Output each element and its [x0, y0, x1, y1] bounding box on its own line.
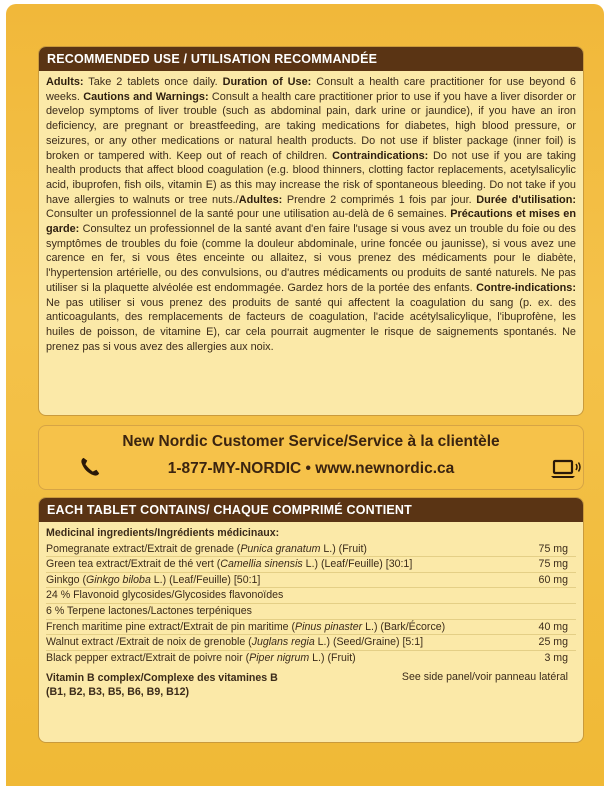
ingredient-amount: 60 mg [538, 573, 568, 586]
ingredient-amount [528, 588, 576, 603]
ingredient-amount: 3 mg [544, 651, 568, 664]
ingredient-amount [528, 604, 576, 619]
adults-label: Adults: [46, 76, 84, 88]
laptop-icon [551, 459, 581, 479]
ingredient-latin-name: Pinus pinaster [295, 620, 363, 633]
vitamin-b-row [46, 671, 576, 699]
ingredient-name [46, 620, 445, 635]
ingredient-latin-name: Camellia sinensis [220, 558, 303, 571]
contact-line [39, 460, 583, 478]
ingredient-name-text: Black pepper extract/Extrait de poivre noir ( [46, 651, 250, 664]
medicinal-ingredients-label: Medicinal ingredients/Ingrédients médicinaux: [46, 527, 280, 539]
contraindications-label: Contraindications: [332, 149, 429, 162]
ingredient-part-text: L.) (Seed/Graine) [5:1] [314, 636, 424, 649]
ingredient-latin-name: Juglans regia [251, 636, 315, 649]
ingredient-part-text: L.) (Fruit) [320, 542, 367, 555]
ingredient-row [46, 573, 576, 589]
tablet-contents-panel [38, 497, 584, 743]
ingredient-name-text: Green tea extract/Extrait de thé vert ( [46, 558, 221, 571]
ingredient-name-text: 24 % Flavonoid glycosides/Glycosides flavonoïdes [46, 589, 284, 602]
ingredient-row [46, 588, 576, 604]
vitamin-b-line1: Vitamin B complex/Complexe des vitamines B [46, 672, 278, 685]
recommended-use-header: RECOMMENDED USE / UTILISATION RECOMMANDÉE [39, 47, 583, 71]
ingredients-table [39, 522, 583, 699]
cautions-text: Consult a health care practitioner prior to use if you have a liver disorder or develop symptoms of liver trouble (such as abdominal pain, dark urine or jaundice), if you have an iron deficiency, are pregnant or breastfeeding, are taking medications for diabetes, high blood pressure, or seizures, or any other medications or natural health products. Do not use if blister package (inner foil) is broken or tampered with. Keep out of reach of children. [46, 90, 576, 162]
ingredient-name [46, 651, 356, 667]
ingredient-name-text: Pomegranate extract/Extrait de grenade ( [46, 542, 241, 555]
ingredient-row [46, 635, 576, 651]
ingredient-amount: 75 mg [538, 558, 568, 571]
ingredient-latin-name: Ginkgo biloba [86, 573, 151, 586]
precautions-label: Précautions et mises en garde: [46, 208, 576, 236]
duration-text: Consult a health care practitioner for use beyond 6 weeks. [46, 76, 576, 103]
ingredient-name [46, 604, 252, 619]
ingredient-name [46, 573, 260, 588]
contraindications-text: Do not use if you are taking health products that affect blood coagulation (e.g. blood thinners, clotting factor replacements, acetylsalicylic acid, ibuprofen, fish oils, vitamin E) as this may increase the risk of spontaneous bleeding. Do not take if you have allergies to walnuts or tree nuts./ [46, 149, 576, 206]
contre-indications-text: Ne pas utiliser si vous prenez des produits de santé qui affectent la coagulation du sang (p. ex. des anticoagulants, des remplacements de facteurs de coagulation, l'acide acétylsalicylique, l'ibuprofène, les huiles de poisson, de vitamine E), car cela pourrait augmenter le risque de saignements spontanés. Ne prenez pas si vous avez des allergies aux noix. [46, 296, 576, 353]
ingredient-name [46, 542, 367, 557]
adultes-text: Prendre 2 comprimés 1 fois par jour. [282, 193, 477, 206]
precautions-text: Consultez un professionnel de la santé avant d'en faire l'usage si vous avez un trouble du foie ou des symptômes de troubles du foie (comme la douleur abdominale, urine foncée ou jaunisse), si vous avez une carence en fer, si vous êtes enceinte ou allaitez, si vous prenez des médicaments pour le diabète, l'hypertension artérielle, ou des convulsions, ou d'autres médicaments ou produits de santé naturels. Ne pas utiliser si la plaquette alvéolée est endommagée. Gardez hors de la portée des enfants. [46, 223, 576, 294]
ingredient-latin-name: Punica granatum [240, 542, 321, 555]
website-url: www.newnordic.ca [315, 460, 455, 477]
ingredient-row [46, 620, 576, 636]
ingredient-latin-name: Piper nigrum [249, 651, 310, 664]
ingredient-name-text: Walnut extract /Extrait de noix de grenoble ( [46, 636, 252, 649]
ingredient-amount: 40 mg [538, 620, 568, 633]
ingredient-amount: 25 mg [538, 636, 568, 649]
ingredient-part-text: L.) (Fruit) [309, 651, 356, 664]
ingredient-name-text: French maritime pine extract/Extrait de pin maritime ( [46, 620, 296, 633]
ingredient-name-text: 6 % Terpene lactones/Lactones terpéniques [46, 604, 252, 617]
ingredient-rows [46, 542, 576, 667]
duree-label: Durée d'utilisation: [476, 193, 576, 206]
phone-icon [79, 456, 101, 478]
duree-text: Consulter un professionnel de la santé pour une utilisation au-delà de 6 semaines. [46, 208, 451, 221]
vitamin-b-line2: (B1, B2, B3, B5, B6, B9, B12) [46, 686, 190, 699]
cautions-label: Cautions and Warnings: [83, 90, 209, 103]
ingredient-row [46, 651, 576, 667]
vitamin-b-name [46, 671, 278, 699]
ingredient-name [46, 635, 423, 650]
medicinal-ingredients-heading [46, 526, 576, 542]
ingredient-name [46, 557, 412, 572]
ingredient-row [46, 542, 576, 558]
contact-separator: • [301, 460, 316, 477]
ingredient-row [46, 604, 576, 620]
vitamin-b-note: See side panel/voir panneau latéral [401, 671, 568, 684]
ingredient-part-text: L.) (Bark/Écorce) [362, 620, 446, 633]
ingredient-name [46, 588, 283, 603]
adults-text: Take 2 tablets once daily. [83, 76, 223, 88]
tablet-contents-header: EACH TABLET CONTAINS/ CHAQUE COMPRIMÉ CONTIENT [39, 498, 583, 522]
ingredient-amount: 75 mg [538, 542, 568, 555]
phone-number: 1-877-MY-NORDIC [167, 460, 302, 477]
ingredient-part-text: L.) (Leaf/Feuille) [30:1] [302, 558, 413, 571]
ingredient-part-text: L.) (Leaf/Feuille) [50:1] [150, 573, 261, 586]
contre-indications-label: Contre-indications: [476, 281, 576, 294]
customer-service-title: New Nordic Customer Service/Service à la clientèle [122, 433, 500, 450]
customer-service-panel [38, 425, 584, 490]
recommended-use-text [39, 71, 583, 354]
recommended-use-panel [38, 46, 584, 416]
ingredient-row [46, 557, 576, 573]
adultes-label: Adultes: [238, 193, 283, 206]
ingredient-name-text: Ginkgo ( [46, 573, 87, 586]
duration-label: Duration of Use: [222, 76, 312, 88]
